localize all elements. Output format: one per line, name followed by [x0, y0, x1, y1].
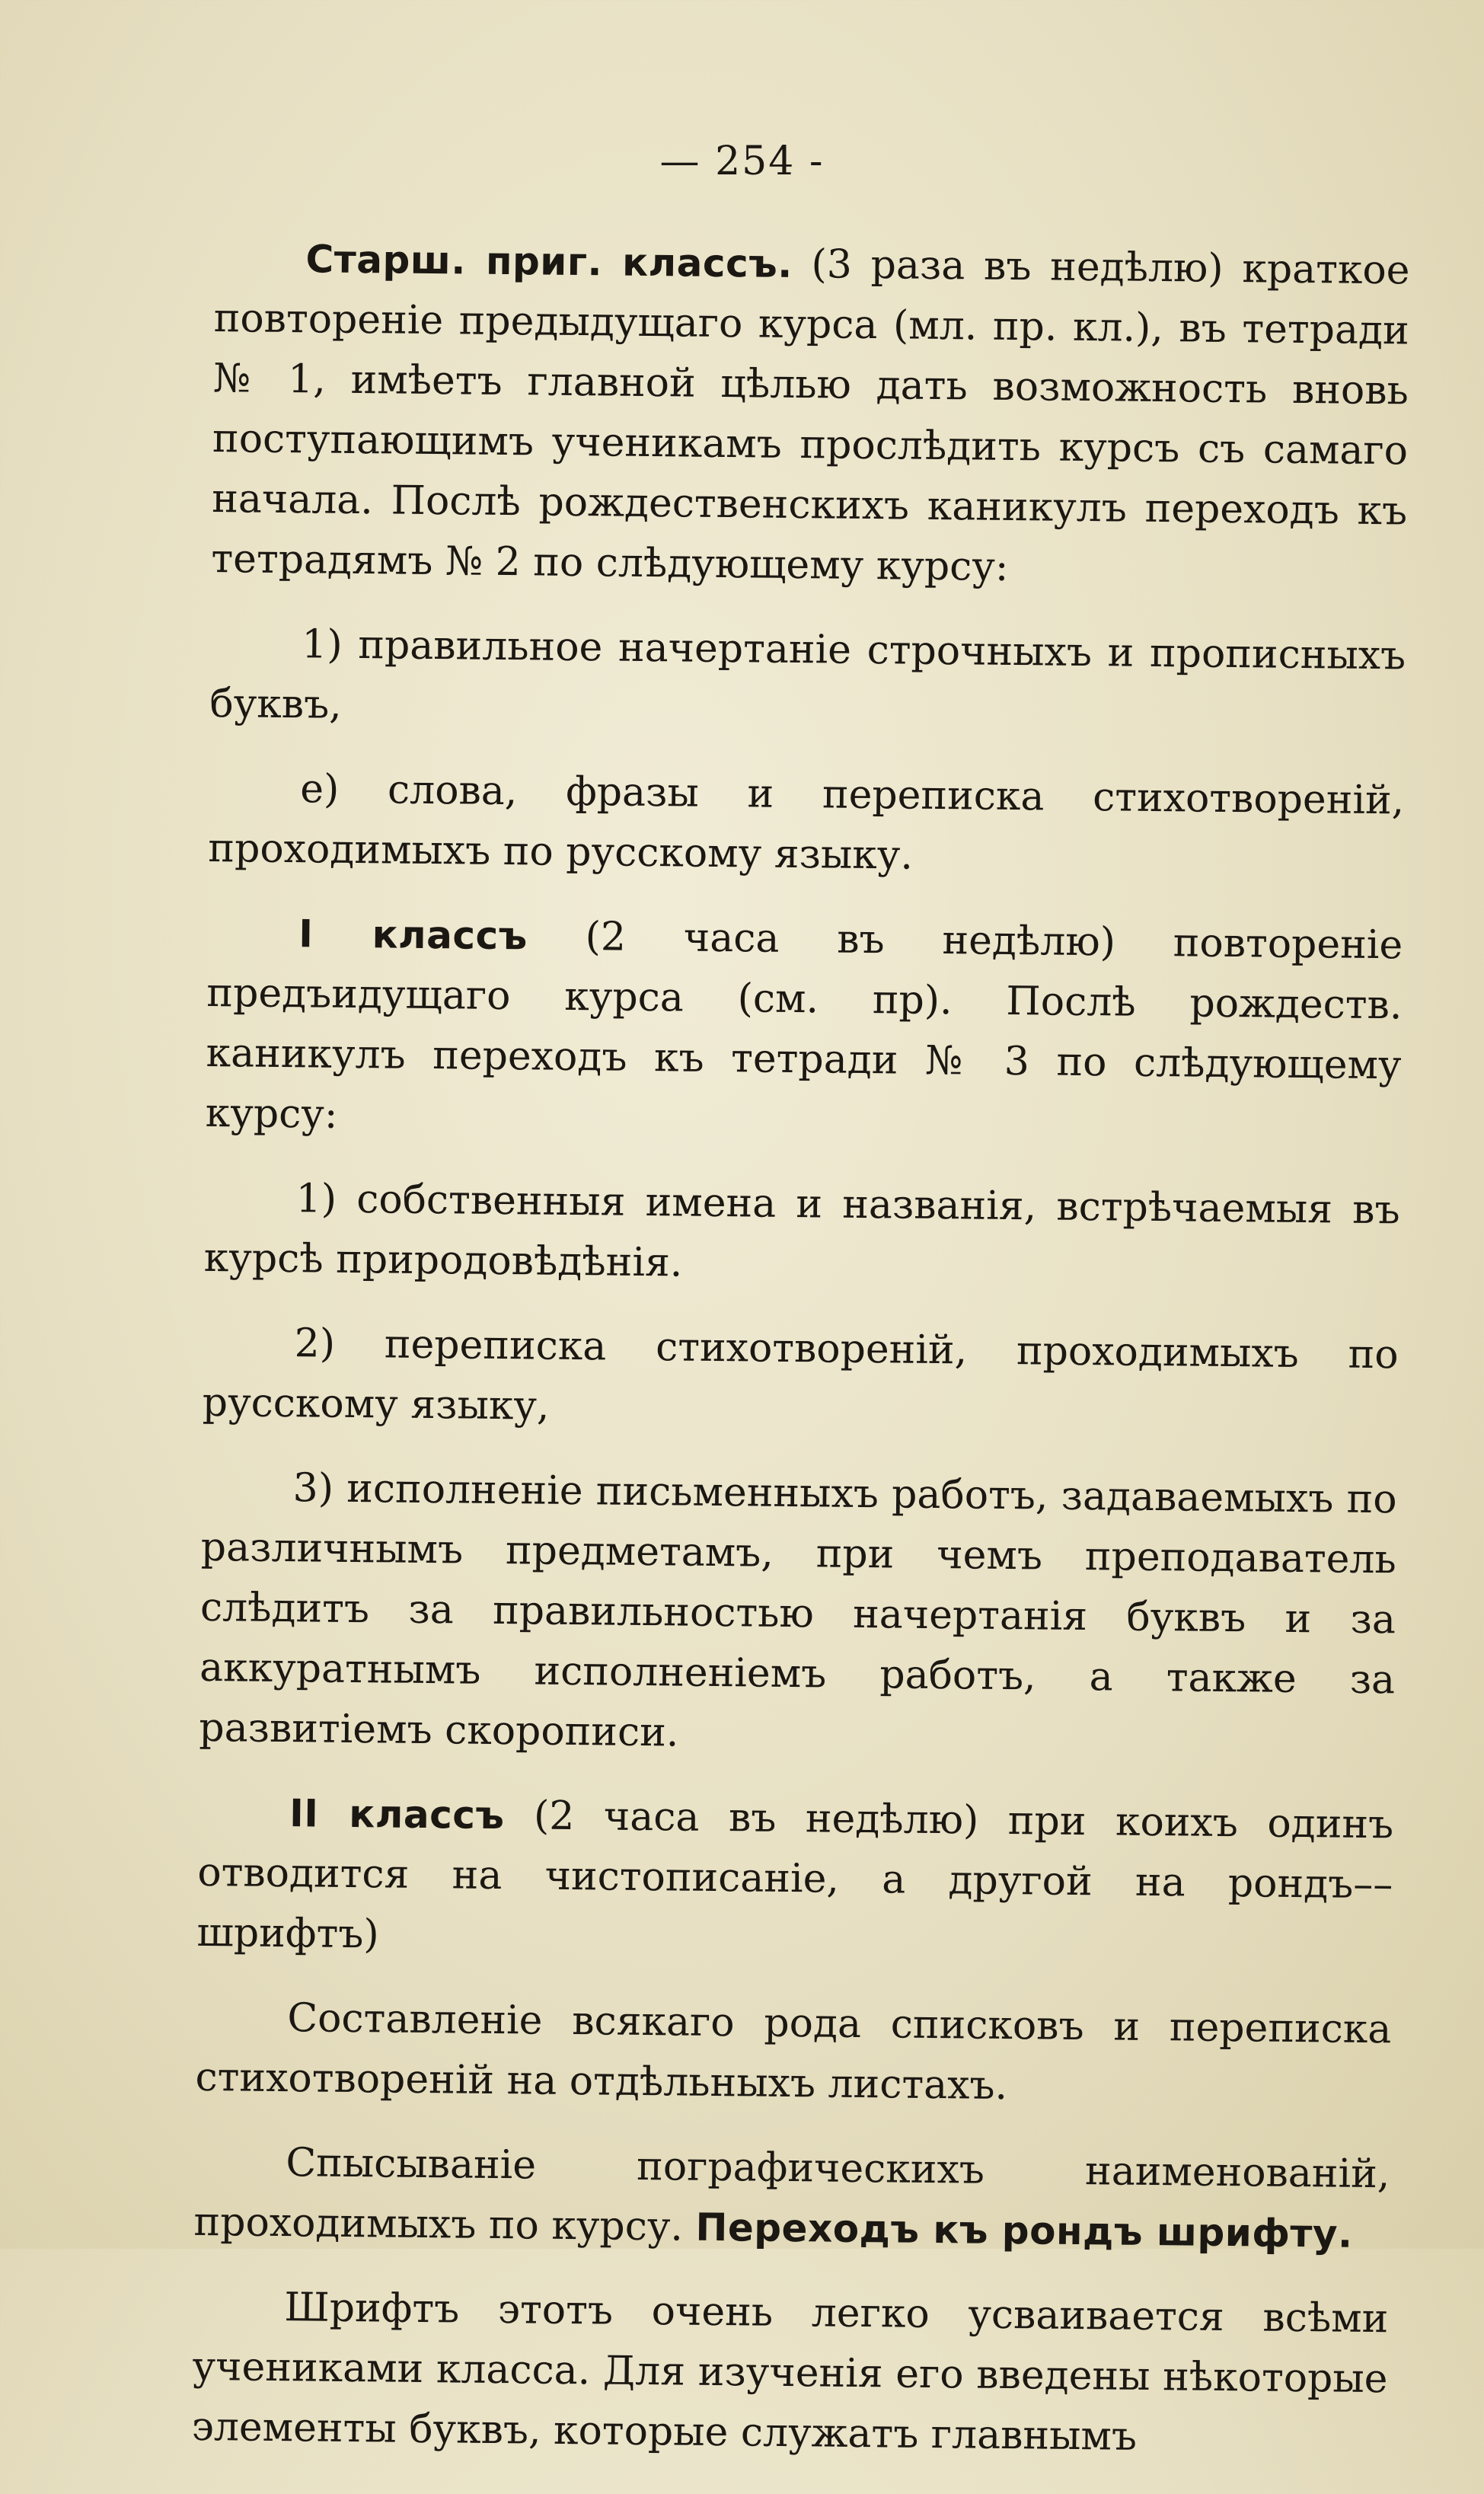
paragraph-text: (2 часа въ недѣлю) повтореніе предъидущаго курса (см. пр). Послѣ рождеств. каникулъ переходъ къ тетради № 3 по слѣдующему курсу: — [205, 913, 1403, 1138]
paragraph-text: (2 часа въ недѣлю) при коихъ одинъ отводится на чистописаніе, а другой на рондъ––шрифтъ) — [196, 1793, 1394, 1958]
paragraph-text: Шрифтъ этотъ очень легко усваивается всѣми учениками класса. Для изученія его введены нѣкоторые элементы буквъ, которые служатъ главнымъ — [191, 2285, 1389, 2460]
list-item: 1) собственныя имена и названія, встрѣчаемыя въ курсѣ природовѣдѣнія. — [203, 1176, 1400, 1286]
paragraph-class-1 — [205, 903, 1403, 1156]
section-heading-class-2: II классъ — [289, 1791, 505, 1838]
page-text — [191, 228, 1410, 2494]
list-item: е) слова, фразы и переписка стихотвореній, проходимыхъ по русскому языку. — [208, 766, 1405, 879]
list-item: 3) исполненіе письменныхъ работъ, задаваемыхъ по различнымъ предметамъ, при чемъ преподаватель слѣдитъ за правильностью начертанія буквъ и за аккуратнымъ исполненіемъ работъ, а также за развитіемъ скорописи. — [199, 1465, 1397, 1756]
paragraph-ronde-transition — [193, 2132, 1390, 2265]
section-heading-class-1: I классъ — [298, 912, 528, 959]
section-heading-senior-prep-class: Старш. приг. классъ. — [305, 237, 793, 286]
paragraph-text: Спысываніе пографическихъ наименованій, проходимыхъ по курсу. — [193, 2140, 1390, 2250]
paragraph-senior-prep-class — [211, 228, 1410, 602]
list-item: 2) переписка стихотвореній, проходимыхъ по русскому языку, — [202, 1320, 1399, 1429]
inline-heading-ronde: Переходъ къ рондъ шрифту. — [695, 2205, 1353, 2256]
paragraph-class-2 — [196, 1783, 1393, 1975]
list-item: 1) правильное начертаніе строчныхъ и прописныхъ буквъ, — [209, 621, 1406, 728]
paragraph-text: (3 раза въ недѣлю) краткое повтореніе предыдущаго курса (мл. пр. кл.), въ тетради № 1, имѣетъ главной цѣлью дать возможность вновь поступающимъ ученикамъ прослѣдить курсъ съ самаго начала. Послѣ рождественскихъ каникулъ переходъ къ тетрадямъ № 2 по слѣдующему курсу: — [211, 241, 1410, 590]
paragraph-text: Составленіе всякаго рода списковъ и переписка стихотвореній на отдѣльныхъ листахъ. — [195, 1995, 1392, 2109]
page-number: — 254 - — [659, 139, 825, 184]
